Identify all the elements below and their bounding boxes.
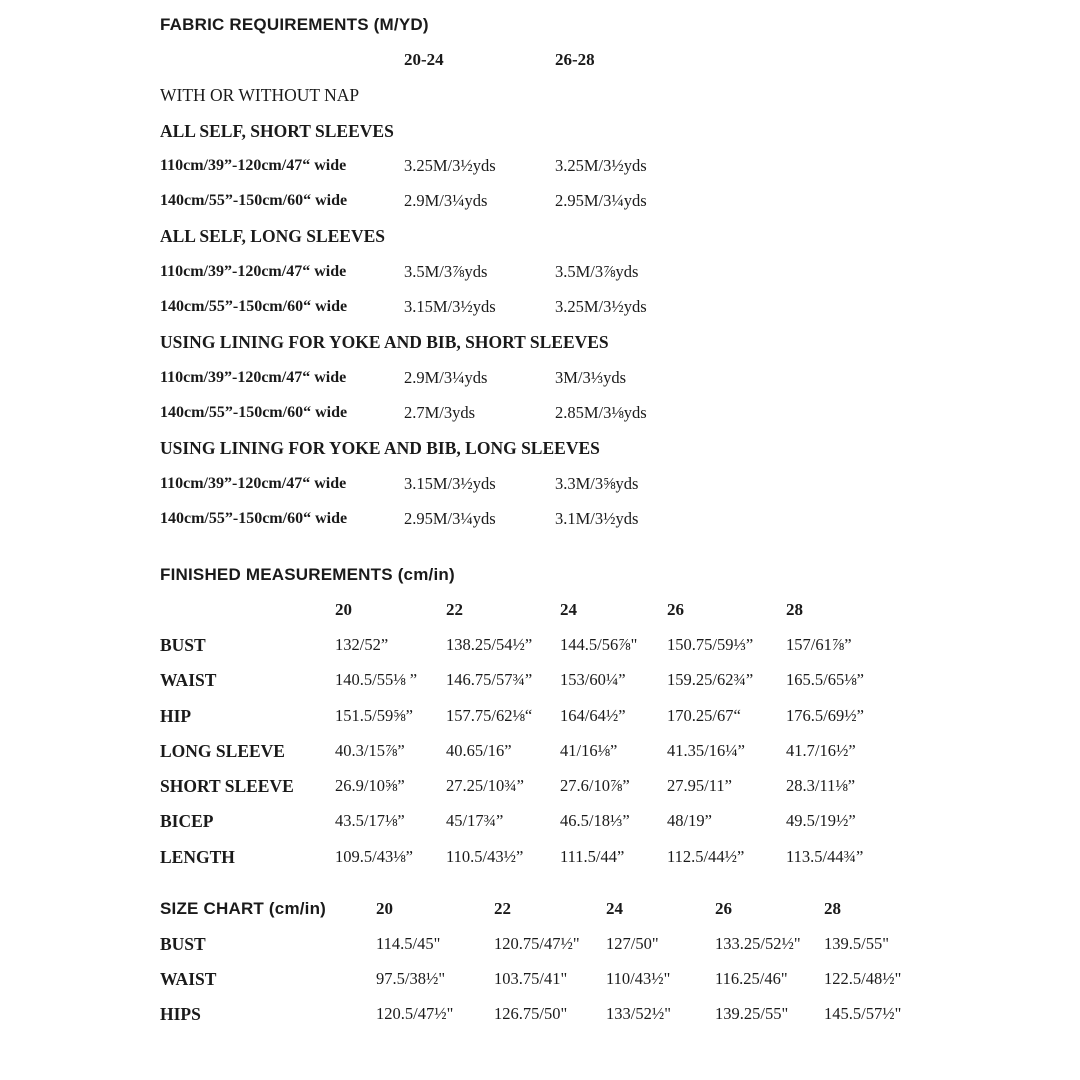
fabric-width-label: 140cm/55”-150cm/60“ wide bbox=[160, 192, 348, 209]
measurement-value: 109.5/43⅛” bbox=[335, 847, 413, 866]
fabric-width-label: 140cm/55”-150cm/60“ wide bbox=[160, 510, 348, 527]
measurement-label-long-sleeve: LONG SLEEVE bbox=[160, 741, 285, 761]
measurement-label-short-sleeve: SHORT SLEEVE bbox=[160, 776, 294, 796]
measurement-value: 40.3/15⅞” bbox=[335, 741, 405, 760]
measurement-value: 164/64½” bbox=[560, 706, 626, 725]
fabric-value: 3.25M/3½yds bbox=[555, 297, 647, 316]
fabric-size-header-26-28: 26-28 bbox=[555, 50, 595, 69]
size-chart-value: 126.75/50" bbox=[494, 1004, 568, 1023]
fabric-value: 2.9M/3¼yds bbox=[404, 191, 488, 210]
size-chart-value: 139.25/55" bbox=[715, 1004, 789, 1023]
section-title-lining-long: USING LINING FOR YOKE AND BIB, LONG SLEEVES bbox=[160, 438, 600, 458]
size-chart-label-waist: WAIST bbox=[160, 969, 217, 989]
measurement-value: 41.7/16½” bbox=[786, 741, 856, 760]
measurement-value: 41.35/16¼” bbox=[667, 741, 745, 760]
fabric-value: 2.7M/3yds bbox=[404, 403, 476, 422]
measurement-value: 43.5/17⅛” bbox=[335, 811, 405, 830]
fabric-width-label: 140cm/55”-150cm/60“ wide bbox=[160, 404, 348, 421]
measurement-value: 113.5/44¾” bbox=[786, 847, 864, 866]
fabric-width-label: 140cm/55”-150cm/60“ wide bbox=[160, 298, 348, 315]
fabric-width-label: 110cm/39”-120cm/47“ wide bbox=[160, 263, 347, 280]
fabric-value: 3.25M/3½yds bbox=[555, 156, 647, 175]
measurement-value: 150.75/59⅓” bbox=[667, 635, 754, 654]
measurement-label-bust: BUST bbox=[160, 635, 206, 655]
finished-size-header: 22 bbox=[446, 600, 463, 619]
fabric-value: 3.1M/3½yds bbox=[555, 509, 639, 528]
measurement-value: 138.25/54½” bbox=[446, 635, 533, 654]
size-chart-value: 120.5/47½" bbox=[376, 1004, 454, 1023]
fabric-value: 2.95M/3¼yds bbox=[555, 191, 647, 210]
measurement-value: 110.5/43½” bbox=[446, 847, 524, 866]
size-chart-value: 139.5/55" bbox=[824, 934, 889, 953]
measurement-value: 49.5/19½” bbox=[786, 811, 856, 830]
measurement-label-waist: WAIST bbox=[160, 670, 217, 690]
section-title-lining-short: USING LINING FOR YOKE AND BIB, SHORT SLEEVES bbox=[160, 332, 609, 352]
fabric-value: 3.5M/3⅞yds bbox=[404, 262, 488, 281]
nap-note: WITH OR WITHOUT NAP bbox=[160, 85, 360, 105]
fabric-value: 3M/3⅓yds bbox=[555, 368, 627, 387]
fabric-width-label: 110cm/39”-120cm/47“ wide bbox=[160, 475, 347, 492]
measurement-value: 159.25/62¾” bbox=[667, 670, 754, 689]
measurement-value: 46.5/18⅓” bbox=[560, 811, 630, 830]
finished-size-header: 24 bbox=[560, 600, 577, 619]
fabric-value: 3.3M/3⅝yds bbox=[555, 474, 639, 493]
measurement-label-hip: HIP bbox=[160, 706, 192, 726]
fabric-requirements-heading: FABRIC REQUIREMENTS (M/YD) bbox=[160, 15, 429, 34]
measurement-value: 153/60¼” bbox=[560, 670, 626, 689]
measurement-value: 111.5/44” bbox=[560, 847, 625, 866]
size-chart-value: 122.5/48½" bbox=[824, 969, 902, 988]
measurement-value: 170.25/67“ bbox=[667, 706, 741, 725]
fabric-value: 3.15M/3½yds bbox=[404, 474, 496, 493]
size-chart-value: 97.5/38½" bbox=[376, 969, 446, 988]
measurement-value: 27.6/10⅞” bbox=[560, 776, 630, 795]
section-title-all-self-short: ALL SELF, SHORT SLEEVES bbox=[160, 121, 394, 141]
fabric-width-label: 110cm/39”-120cm/47“ wide bbox=[160, 157, 347, 174]
size-chart-label-bust: BUST bbox=[160, 934, 206, 954]
measurement-label-bicep: BICEP bbox=[160, 811, 214, 831]
measurement-value: 157/61⅞” bbox=[786, 635, 852, 654]
size-chart-value: 114.5/45" bbox=[376, 934, 441, 953]
fabric-value: 2.9M/3¼yds bbox=[404, 368, 488, 387]
size-chart-size-header: 26 bbox=[715, 899, 732, 918]
finished-size-header: 20 bbox=[335, 600, 352, 619]
size-chart-size-header: 22 bbox=[494, 899, 511, 918]
fabric-value: 3.15M/3½yds bbox=[404, 297, 496, 316]
size-chart-value: 127/50" bbox=[606, 934, 659, 953]
measurement-value: 144.5/56⅞" bbox=[560, 635, 638, 654]
measurement-value: 27.95/11” bbox=[667, 776, 732, 795]
measurement-value: 40.65/16” bbox=[446, 741, 512, 760]
measurement-value: 28.3/11⅛” bbox=[786, 776, 856, 795]
measurement-value: 176.5/69½” bbox=[786, 706, 864, 725]
size-chart-heading: SIZE CHART (cm/in) bbox=[160, 899, 327, 918]
measurement-value: 157.75/62⅛“ bbox=[446, 706, 533, 725]
size-chart-value: 116.25/46" bbox=[715, 969, 788, 988]
finished-measurements-heading: FINISHED MEASUREMENTS (cm/in) bbox=[160, 565, 455, 584]
finished-size-header: 28 bbox=[786, 600, 803, 619]
measurement-value: 146.75/57¾” bbox=[446, 670, 533, 689]
measurement-value: 41/16⅛” bbox=[560, 741, 618, 760]
measurement-value: 45/17¾” bbox=[446, 811, 504, 830]
size-chart-value: 120.75/47½" bbox=[494, 934, 580, 953]
fabric-value: 3.5M/3⅞yds bbox=[555, 262, 639, 281]
measurement-value: 112.5/44½” bbox=[667, 847, 745, 866]
size-chart-value: 110/43½" bbox=[606, 969, 671, 988]
size-chart-size-header: 28 bbox=[824, 899, 841, 918]
size-chart-value: 133/52½" bbox=[606, 1004, 671, 1023]
measurement-value: 27.25/10¾” bbox=[446, 776, 524, 795]
fabric-value: 2.85M/3⅛yds bbox=[555, 403, 647, 422]
measurement-value: 140.5/55⅛ ” bbox=[335, 670, 418, 689]
fabric-size-header-20-24: 20-24 bbox=[404, 50, 444, 69]
finished-size-header: 26 bbox=[667, 600, 684, 619]
size-chart-value: 145.5/57½" bbox=[824, 1004, 902, 1023]
measurement-value: 48/19” bbox=[667, 811, 712, 830]
fabric-value: 3.25M/3½yds bbox=[404, 156, 496, 175]
section-title-all-self-long: ALL SELF, LONG SLEEVES bbox=[160, 226, 386, 246]
measurement-value: 26.9/10⅝” bbox=[335, 776, 405, 795]
measurement-value: 132/52” bbox=[335, 635, 389, 654]
size-chart-value: 103.75/41" bbox=[494, 969, 568, 988]
measurement-value: 151.5/59⅝” bbox=[335, 706, 413, 725]
size-chart-value: 133.25/52½" bbox=[715, 934, 801, 953]
measurement-value: 165.5/65⅛” bbox=[786, 670, 864, 689]
measurement-label-length: LENGTH bbox=[160, 847, 235, 867]
size-chart-label-hips: HIPS bbox=[160, 1004, 201, 1024]
size-chart-size-header: 24 bbox=[606, 899, 623, 918]
fabric-width-label: 110cm/39”-120cm/47“ wide bbox=[160, 369, 347, 386]
size-chart-size-header: 20 bbox=[376, 899, 393, 918]
fabric-value: 2.95M/3¼yds bbox=[404, 509, 496, 528]
